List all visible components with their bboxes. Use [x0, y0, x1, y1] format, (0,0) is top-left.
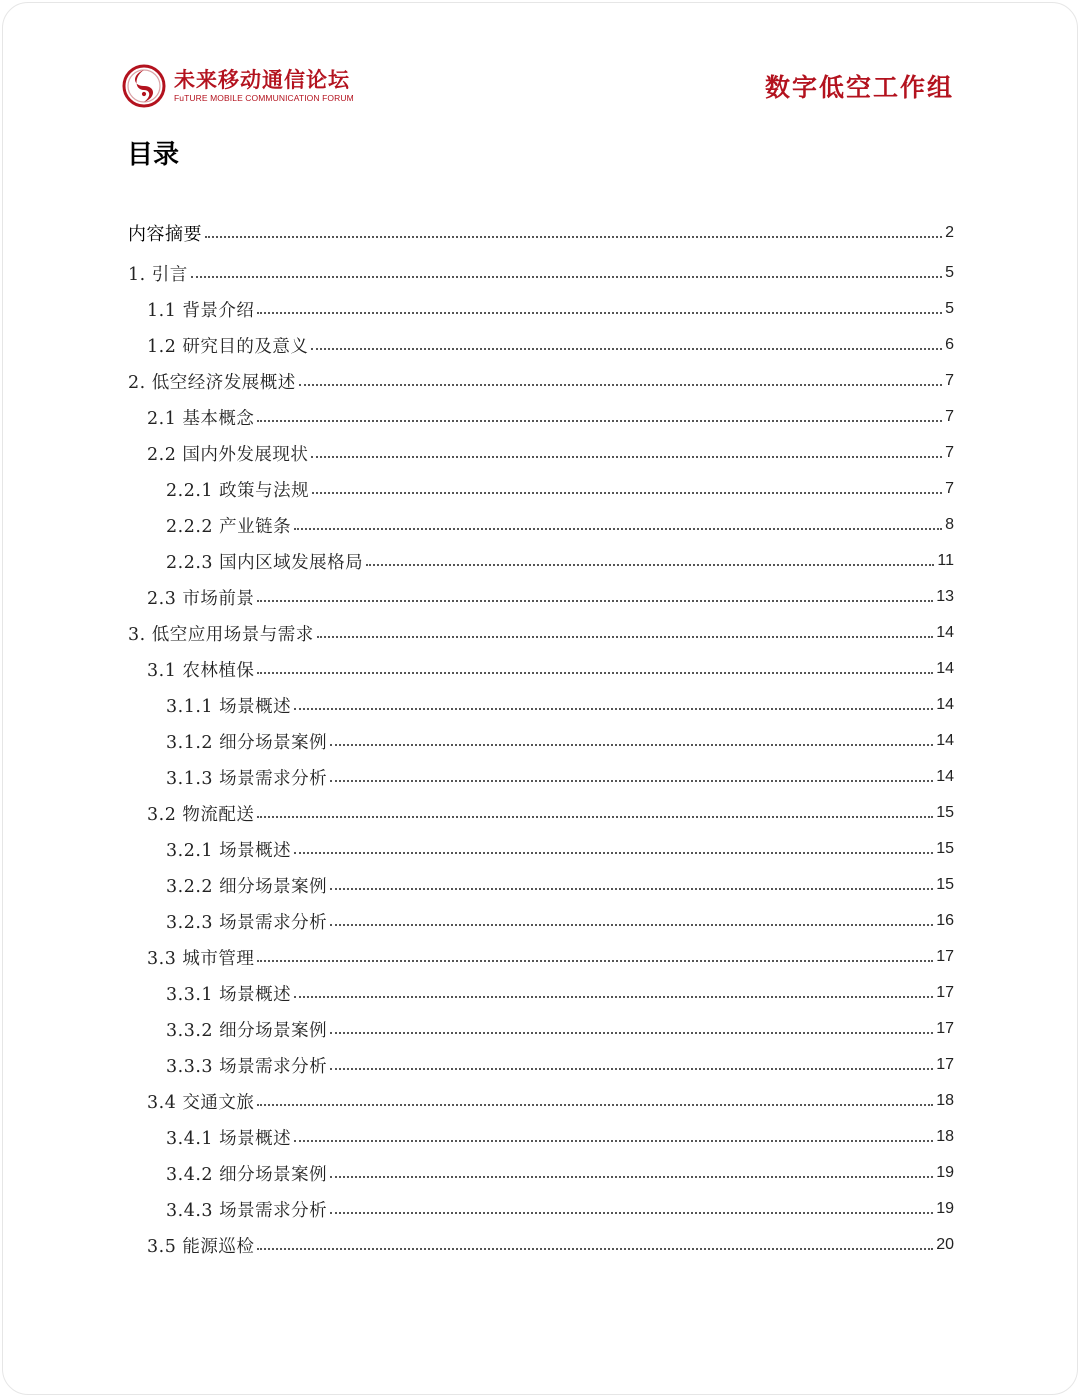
toc-page-number: 7 — [945, 408, 954, 425]
toc-entry[interactable] — [128, 255, 954, 291]
toc-page-number: 17 — [936, 1020, 954, 1037]
toc-dot-leader — [294, 996, 933, 998]
toc-entry-label: 2.2 国内外发展现状 — [147, 444, 309, 465]
toc-entry-label: 3.3.3 场景需求分析 — [166, 1056, 328, 1077]
toc-entry[interactable] — [128, 327, 954, 363]
toc-entry-label: 2.2.1 政策与法规 — [166, 480, 310, 501]
toc-dot-leader — [191, 276, 942, 278]
toc-entry[interactable] — [128, 1047, 954, 1083]
toc-dot-leader — [311, 348, 942, 350]
toc-entry-label: 2.3 市场前景 — [147, 588, 255, 609]
toc-entry-label: 1.1 背景介绍 — [147, 300, 255, 321]
toc-entry[interactable] — [128, 1011, 954, 1047]
toc-entry[interactable] — [128, 579, 954, 615]
toc-entry-label: 3.1 农林植保 — [147, 660, 255, 681]
toc-entry[interactable] — [128, 975, 954, 1011]
toc-dot-leader — [330, 1068, 933, 1070]
toc-entry-label: 3.2.3 场景需求分析 — [166, 912, 328, 933]
toc-dot-leader — [257, 420, 942, 422]
toc-dot-leader — [257, 672, 933, 674]
toc-page-number: 11 — [937, 552, 954, 569]
toc-page-number: 16 — [936, 912, 954, 929]
toc-entry[interactable] — [128, 759, 954, 795]
toc-entry[interactable] — [128, 723, 954, 759]
toc-dot-leader — [330, 1032, 933, 1034]
toc-entry-label: 3.2.2 细分场景案例 — [166, 876, 328, 897]
toc-dot-leader — [330, 744, 933, 746]
toc-entry[interactable] — [128, 507, 954, 543]
toc-page-number: 14 — [936, 696, 954, 713]
toc-entry-label: 3.4.2 细分场景案例 — [166, 1164, 328, 1185]
toc-dot-leader — [366, 564, 934, 566]
toc-dot-leader — [330, 924, 933, 926]
toc-entry-label: 3.2.1 场景概述 — [166, 840, 292, 861]
toc-entry-label: 2.2.2 产业链条 — [166, 516, 292, 537]
toc-page-number: 7 — [945, 444, 954, 461]
toc-entry[interactable] — [128, 399, 954, 435]
working-group-name: 数字低空工作组 — [764, 73, 954, 102]
toc-dot-leader — [330, 1212, 933, 1214]
toc-page-number: 18 — [936, 1092, 954, 1109]
toc-page-number: 7 — [945, 372, 954, 389]
toc-entry[interactable] — [128, 1191, 954, 1227]
toc-page-number: 5 — [945, 264, 954, 281]
toc-dot-leader — [330, 780, 933, 782]
toc-entry[interactable] — [128, 687, 954, 723]
toc-dot-leader — [311, 456, 942, 458]
toc-page-number: 14 — [936, 732, 954, 749]
forum-name-en: FuTURE MOBILE COMMUNICATION FORUM — [174, 93, 354, 103]
toc-entry[interactable] — [128, 831, 954, 867]
toc-dot-leader — [294, 528, 942, 530]
toc-entry[interactable] — [128, 795, 954, 831]
toc-page-number: 13 — [936, 588, 954, 605]
toc-dot-leader — [330, 888, 933, 890]
toc-entry[interactable] — [128, 215, 954, 251]
toc-page-number: 17 — [936, 948, 954, 965]
toc-page-number: 14 — [936, 768, 954, 785]
toc-entry[interactable] — [128, 651, 954, 687]
toc-page-number: 15 — [936, 840, 954, 857]
toc-page-number: 19 — [936, 1200, 954, 1217]
toc-page-number: 7 — [945, 480, 954, 497]
toc-dot-leader — [299, 384, 942, 386]
toc-entry[interactable] — [128, 1083, 954, 1119]
toc-entry-label: 3.3.2 细分场景案例 — [166, 1020, 328, 1041]
toc-entry-label: 3.3 城市管理 — [147, 948, 255, 969]
toc-entry-label: 2. 低空经济发展概述 — [128, 372, 296, 393]
toc-page-number: 20 — [936, 1236, 954, 1253]
toc-dot-leader — [317, 636, 933, 638]
toc-entry-label: 3.5 能源巡检 — [147, 1236, 255, 1257]
toc-entry-label: 3.4.1 场景概述 — [166, 1128, 292, 1149]
toc-entry-label: 1.2 研究目的及意义 — [147, 336, 309, 357]
toc-entry[interactable] — [128, 363, 954, 399]
toc-entry[interactable] — [128, 291, 954, 327]
toc-page-number: 6 — [945, 336, 954, 353]
toc-dot-leader — [257, 1104, 933, 1106]
toc-entry-label: 2.1 基本概念 — [147, 408, 255, 429]
toc-dot-leader — [294, 1140, 933, 1142]
toc-entry-label: 内容摘要 — [128, 224, 202, 245]
toc-dot-leader — [257, 960, 933, 962]
toc-dot-leader — [312, 492, 942, 494]
toc-page-number: 15 — [936, 876, 954, 893]
toc-page-number: 15 — [936, 804, 954, 821]
toc-entry[interactable] — [128, 1155, 954, 1191]
toc-page-number: 18 — [936, 1128, 954, 1145]
toc-page-number: 17 — [936, 984, 954, 1001]
toc-entry[interactable] — [128, 903, 954, 939]
toc-entry-label: 2.2.3 国内区域发展格局 — [166, 552, 364, 573]
toc-page-number: 2 — [945, 224, 954, 241]
toc-entry-label: 3.1.1 场景概述 — [166, 696, 292, 717]
toc-page-number: 17 — [936, 1056, 954, 1073]
toc-dot-leader — [257, 1248, 933, 1250]
toc-dot-leader — [257, 312, 942, 314]
toc-entry-label: 1. 引言 — [128, 264, 188, 285]
toc-page-number: 8 — [945, 516, 954, 533]
toc-entry-label: 3.3.1 场景概述 — [166, 984, 292, 1005]
toc-entry-label: 3.1.2 细分场景案例 — [166, 732, 328, 753]
toc-entry[interactable] — [128, 543, 954, 579]
toc-dot-leader — [330, 1176, 933, 1178]
toc-entry-label: 3.1.3 场景需求分析 — [166, 768, 328, 789]
table-of-contents — [128, 215, 954, 1263]
toc-dot-leader — [257, 816, 933, 818]
toc-entry-label: 3.4.3 场景需求分析 — [166, 1200, 328, 1221]
toc-entry[interactable] — [128, 1119, 954, 1155]
toc-dot-leader — [205, 236, 942, 238]
toc-page-number: 14 — [936, 660, 954, 677]
toc-entry[interactable] — [128, 1227, 954, 1263]
toc-entry[interactable] — [128, 435, 954, 471]
toc-entry[interactable] — [128, 471, 954, 507]
toc-dot-leader — [294, 708, 933, 710]
toc-entry[interactable] — [128, 615, 954, 651]
toc-entry-label: 3. 低空应用场景与需求 — [128, 624, 314, 645]
toc-page-number: 5 — [945, 300, 954, 317]
toc-dot-leader — [294, 852, 933, 854]
forum-name-cn: 未来移动通信论坛 — [174, 67, 350, 92]
toc-dot-leader — [257, 600, 933, 602]
toc-page-number: 14 — [936, 624, 954, 641]
toc-entry[interactable] — [128, 939, 954, 975]
toc-entry-label: 3.4 交通文旅 — [147, 1092, 255, 1113]
page-header — [122, 62, 954, 110]
forum-logo-icon — [122, 64, 166, 108]
toc-page-number: 19 — [936, 1164, 954, 1181]
toc-entry-label: 3.2 物流配送 — [147, 804, 255, 825]
page-title: 目录 — [127, 140, 180, 170]
toc-entry[interactable] — [128, 867, 954, 903]
forum-logo — [122, 62, 354, 110]
